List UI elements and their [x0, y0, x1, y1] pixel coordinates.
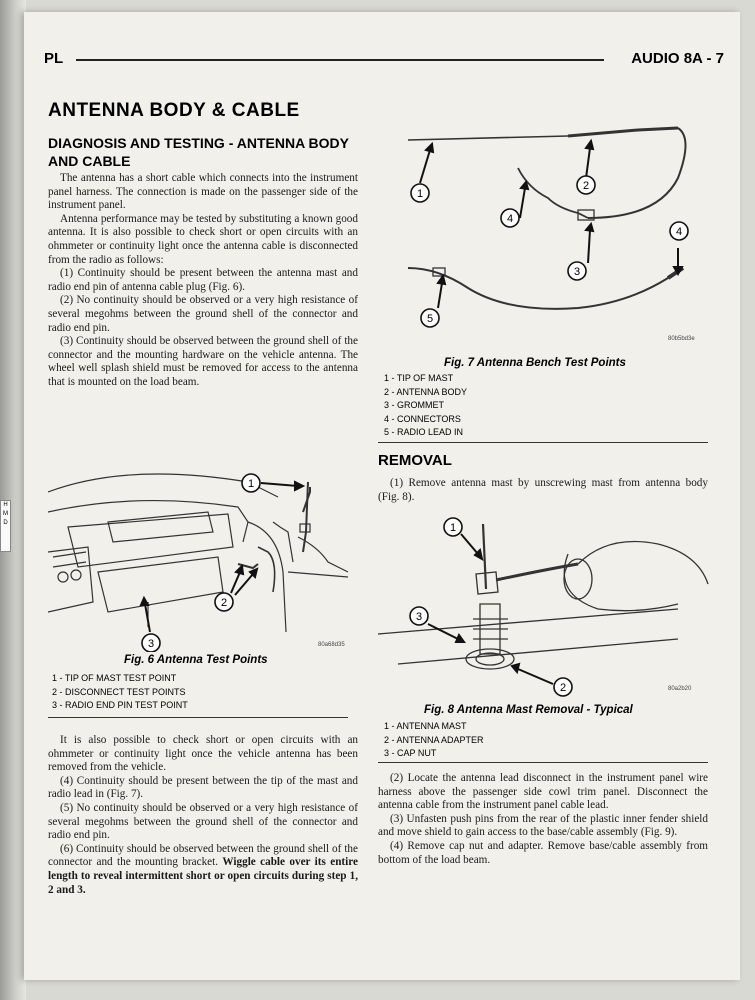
paragraph: (2) Locate the antenna lead disconnect in the instrument panel wire harness above the passenger side cowl trim panel. Disconnect the antenna cable from the instrument panel cable lead.	[378, 772, 708, 812]
legend-item: 1 - TIP OF MAST TEST POINT	[52, 673, 177, 683]
legend-item: 3 - CAP NUT	[384, 748, 437, 758]
figure-7-legend	[384, 372, 467, 440]
legend-item: 3 - GROMMET	[384, 400, 444, 410]
section-heading: DIAGNOSIS AND TESTING - ANTENNA BODY AND CABLE	[48, 135, 349, 169]
figure-7-illustration	[378, 118, 712, 350]
figure-8-caption: Fig. 8 Antenna Mast Removal - Typical	[424, 704, 633, 716]
section-tab: H M D	[0, 500, 11, 552]
diagnosis-text-continued	[48, 734, 358, 897]
paragraph: (2) No continuity should be observed or a very high resistance of several megohms between the ground shell of the connector and radio end pin.	[48, 294, 358, 334]
page-header	[44, 50, 724, 70]
paragraph: (1) Continuity should be present between the antenna mast and radio end pin of antenna cable plug (Fig. 6).	[48, 267, 358, 293]
divider	[378, 442, 708, 443]
figure-7-caption: Fig. 7 Antenna Bench Test Points	[444, 357, 626, 369]
figure-id: 80a68d35	[318, 642, 345, 648]
step-6-warning: Wiggle cable over its entire length to reveal intermittent short or open circuits during step 1, 2 and 3.	[48, 856, 358, 896]
callout-3: 3	[147, 638, 155, 650]
legend-item: 4 - CONNECTORS	[384, 413, 461, 424]
paragraph: The antenna has a short cable which connects into the instrument panel harness. The connection is made on the passenger side of the instrument panel.	[48, 172, 358, 212]
legend-item: 5 - RADIO LEAD IN	[384, 427, 464, 437]
callout-2: 2	[582, 180, 590, 192]
removal-steps	[378, 772, 708, 867]
page-title: ANTENNA BODY & CABLE	[48, 100, 300, 121]
figure-8-legend	[384, 720, 484, 761]
callout-1: 1	[449, 522, 457, 534]
paragraph: (4) Continuity should be present between the tip of the mast and radio lead in (Fig. 7).	[48, 774, 358, 801]
callout-3: 3	[573, 266, 581, 278]
callout-2: 2	[559, 682, 567, 694]
paragraph: It is also possible to check short or open circuits with an ohmmeter or continuity light once the vehicle antenna has been removed from the vehicle.	[48, 734, 358, 774]
callout-1: 1	[247, 478, 255, 490]
legend-item: 2 - DISCONNECT TEST POINTS	[52, 686, 186, 697]
header-rule	[76, 59, 604, 61]
step-6-text: (6) Continuity should be observed between the ground shell of the connector and the mounting bracket.	[48, 842, 358, 869]
figure-6-caption: Fig. 6 Antenna Test Points	[124, 654, 268, 666]
callout-5: 5	[426, 313, 434, 325]
paragraph: (5) No continuity should be observed or a very high resistance of several megohms between the ground shell of the connector and radio end pin.	[48, 801, 358, 842]
legend-item: 3 - RADIO END PIN TEST POINT	[52, 700, 188, 710]
legend-item: 1 - ANTENNA MAST	[384, 721, 467, 731]
paragraph	[48, 843, 358, 897]
divider	[48, 717, 348, 718]
diagnosis-text	[48, 172, 358, 390]
callout-4: 4	[675, 226, 683, 238]
removal-heading: REMOVAL	[378, 452, 452, 469]
antenna-bench-diagram	[378, 118, 712, 350]
figure-6-legend	[52, 672, 188, 713]
callout-2: 2	[220, 597, 228, 609]
paragraph: (1) Remove antenna mast by unscrewing mast from antenna body (Fig. 8).	[378, 477, 708, 503]
callout-1: 1	[416, 188, 424, 200]
figure-6-illustration	[48, 452, 358, 652]
legend-item: 2 - ANTENNA BODY	[384, 386, 468, 397]
removal-step-1	[378, 477, 708, 504]
paragraph: Antenna performance may be tested by substituting a known good antenna. It is also possible to check short or open circuits with an ohmmeter or continuity light once the antenna cable is disconnected from the radio as follows:	[48, 212, 358, 266]
manual-page	[24, 12, 740, 980]
divider	[378, 762, 708, 763]
callout-4: 4	[506, 213, 514, 225]
callout-3: 3	[415, 611, 423, 623]
figure-id: 80b5bd3e	[668, 336, 695, 342]
paragraph: (3) Unfasten push pins from the rear of the plastic inner fender shield and move shield to gain access to the base/cable assembly (Fig. 9).	[378, 812, 708, 839]
header-section-code: PL	[44, 50, 64, 67]
header-page-number: AUDIO 8A - 7	[631, 50, 724, 67]
dashboard-diagram	[48, 452, 358, 652]
paragraph: (3) Continuity should be observed between the ground shell of the connector and the mounting hardware on the vehicle antenna. The wheel well splash shield must be removed for access to the antenna that is mounted on the load beam.	[48, 335, 358, 388]
figure-id: 80a2b20	[668, 686, 692, 692]
legend-item: 2 - ANTENNA ADAPTER	[384, 734, 484, 745]
legend-item: 1 - TIP OF MAST	[384, 373, 454, 383]
figure-8-illustration	[378, 514, 712, 704]
paragraph: (4) Remove cap nut and adapter. Remove base/cable assembly from bottom of the load beam.	[378, 839, 708, 866]
mast-removal-diagram	[378, 514, 712, 704]
